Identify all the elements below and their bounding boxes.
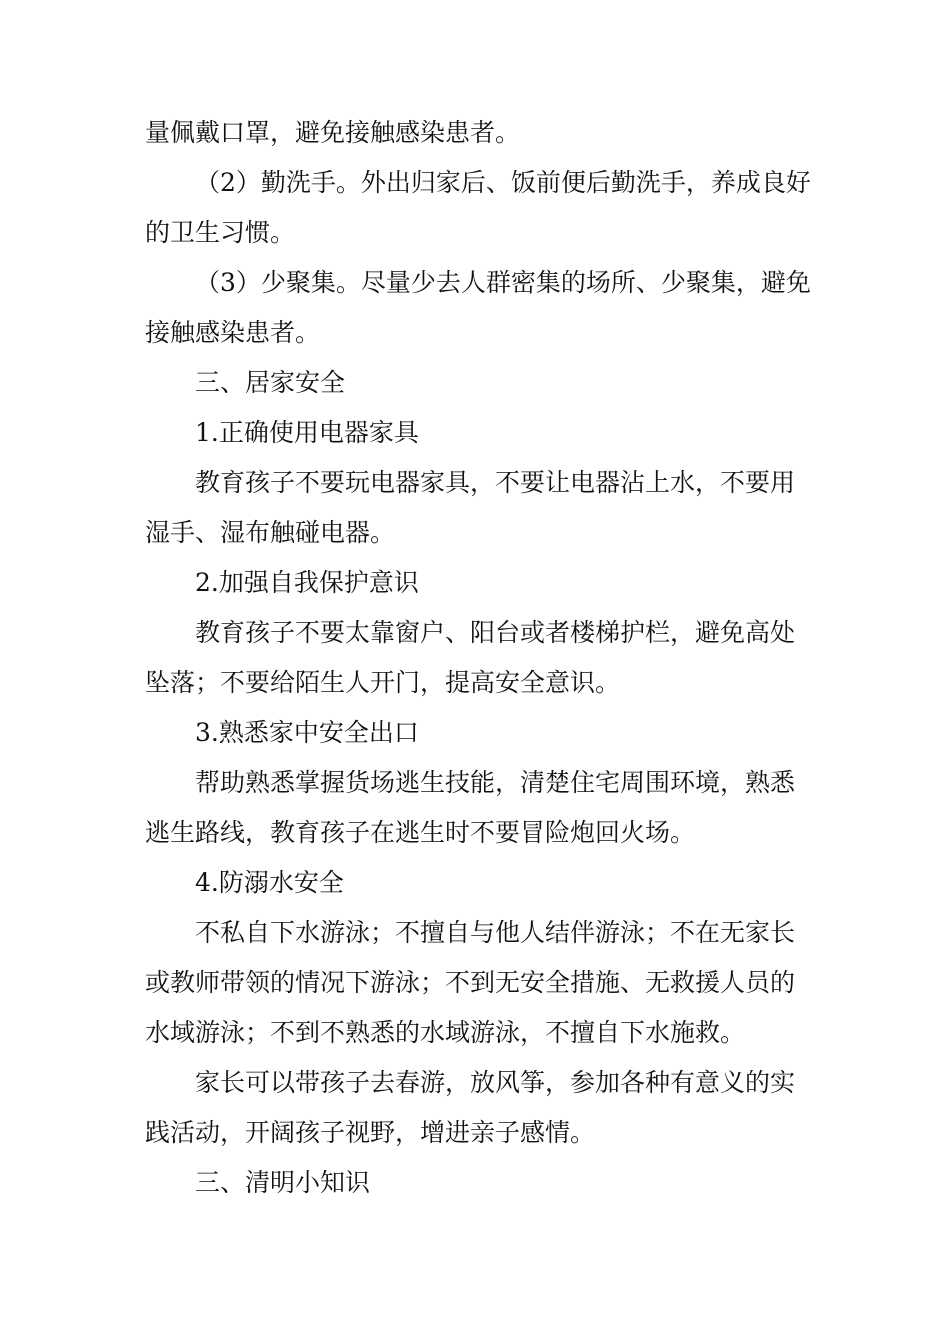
subheading-electrical-appliances: 1.正确使用电器家具 — [195, 418, 419, 447]
paragraph-self-protection: 教育孩子不要太靠窗户、阳台或者楼梯护栏，避免高处坠落；不要给陌生人开门，提高安全意识。 — [145, 618, 796, 697]
paragraph-spring-outing: 家长可以带孩子去春游，放风筝，参加各种有意义的实践活动，开阔孩子视野，增进亲子感情。 — [145, 1068, 796, 1147]
subheading-safety-exits: 3.熟悉家中安全出口 — [195, 718, 419, 747]
paragraph-drowning-prevention: 不私自下水游泳；不擅自与他人结伴游泳；不在无家长或教师带领的情况下游泳；不到无安全措施、无救援人员的水域游泳；不到不熟悉的水域游泳，不擅自下水施救。 — [145, 918, 796, 1047]
section-heading-qingming-knowledge: 三、清明小知识 — [195, 1168, 371, 1197]
subheading-self-protection: 2.加强自我保护意识 — [195, 568, 419, 597]
paragraph-mask-tips-end: 量佩戴口罩，避免接触感染患者。 — [145, 118, 521, 147]
paragraph-less-gathering: （3）少聚集。尽量少去人群密集的场所、少聚集，避免接触感染患者。 — [145, 268, 811, 347]
subheading-drowning-prevention: 4.防溺水安全 — [195, 868, 344, 897]
section-heading-home-safety: 三、居家安全 — [195, 368, 346, 397]
document-body — [145, 108, 815, 1208]
paragraph-safety-exits: 帮助熟悉掌握货场逃生技能，清楚住宅周围环境，熟悉逃生路线，教育孩子在逃生时不要冒险炮回火场。 — [145, 768, 796, 847]
paragraph-electrical-appliances: 教育孩子不要玩电器家具，不要让电器沾上水，不要用湿手、湿布触碰电器。 — [145, 468, 796, 547]
paragraph-wash-hands: （2）勤洗手。外出归家后、饭前便后勤洗手，养成良好的卫生习惯。 — [145, 168, 811, 247]
